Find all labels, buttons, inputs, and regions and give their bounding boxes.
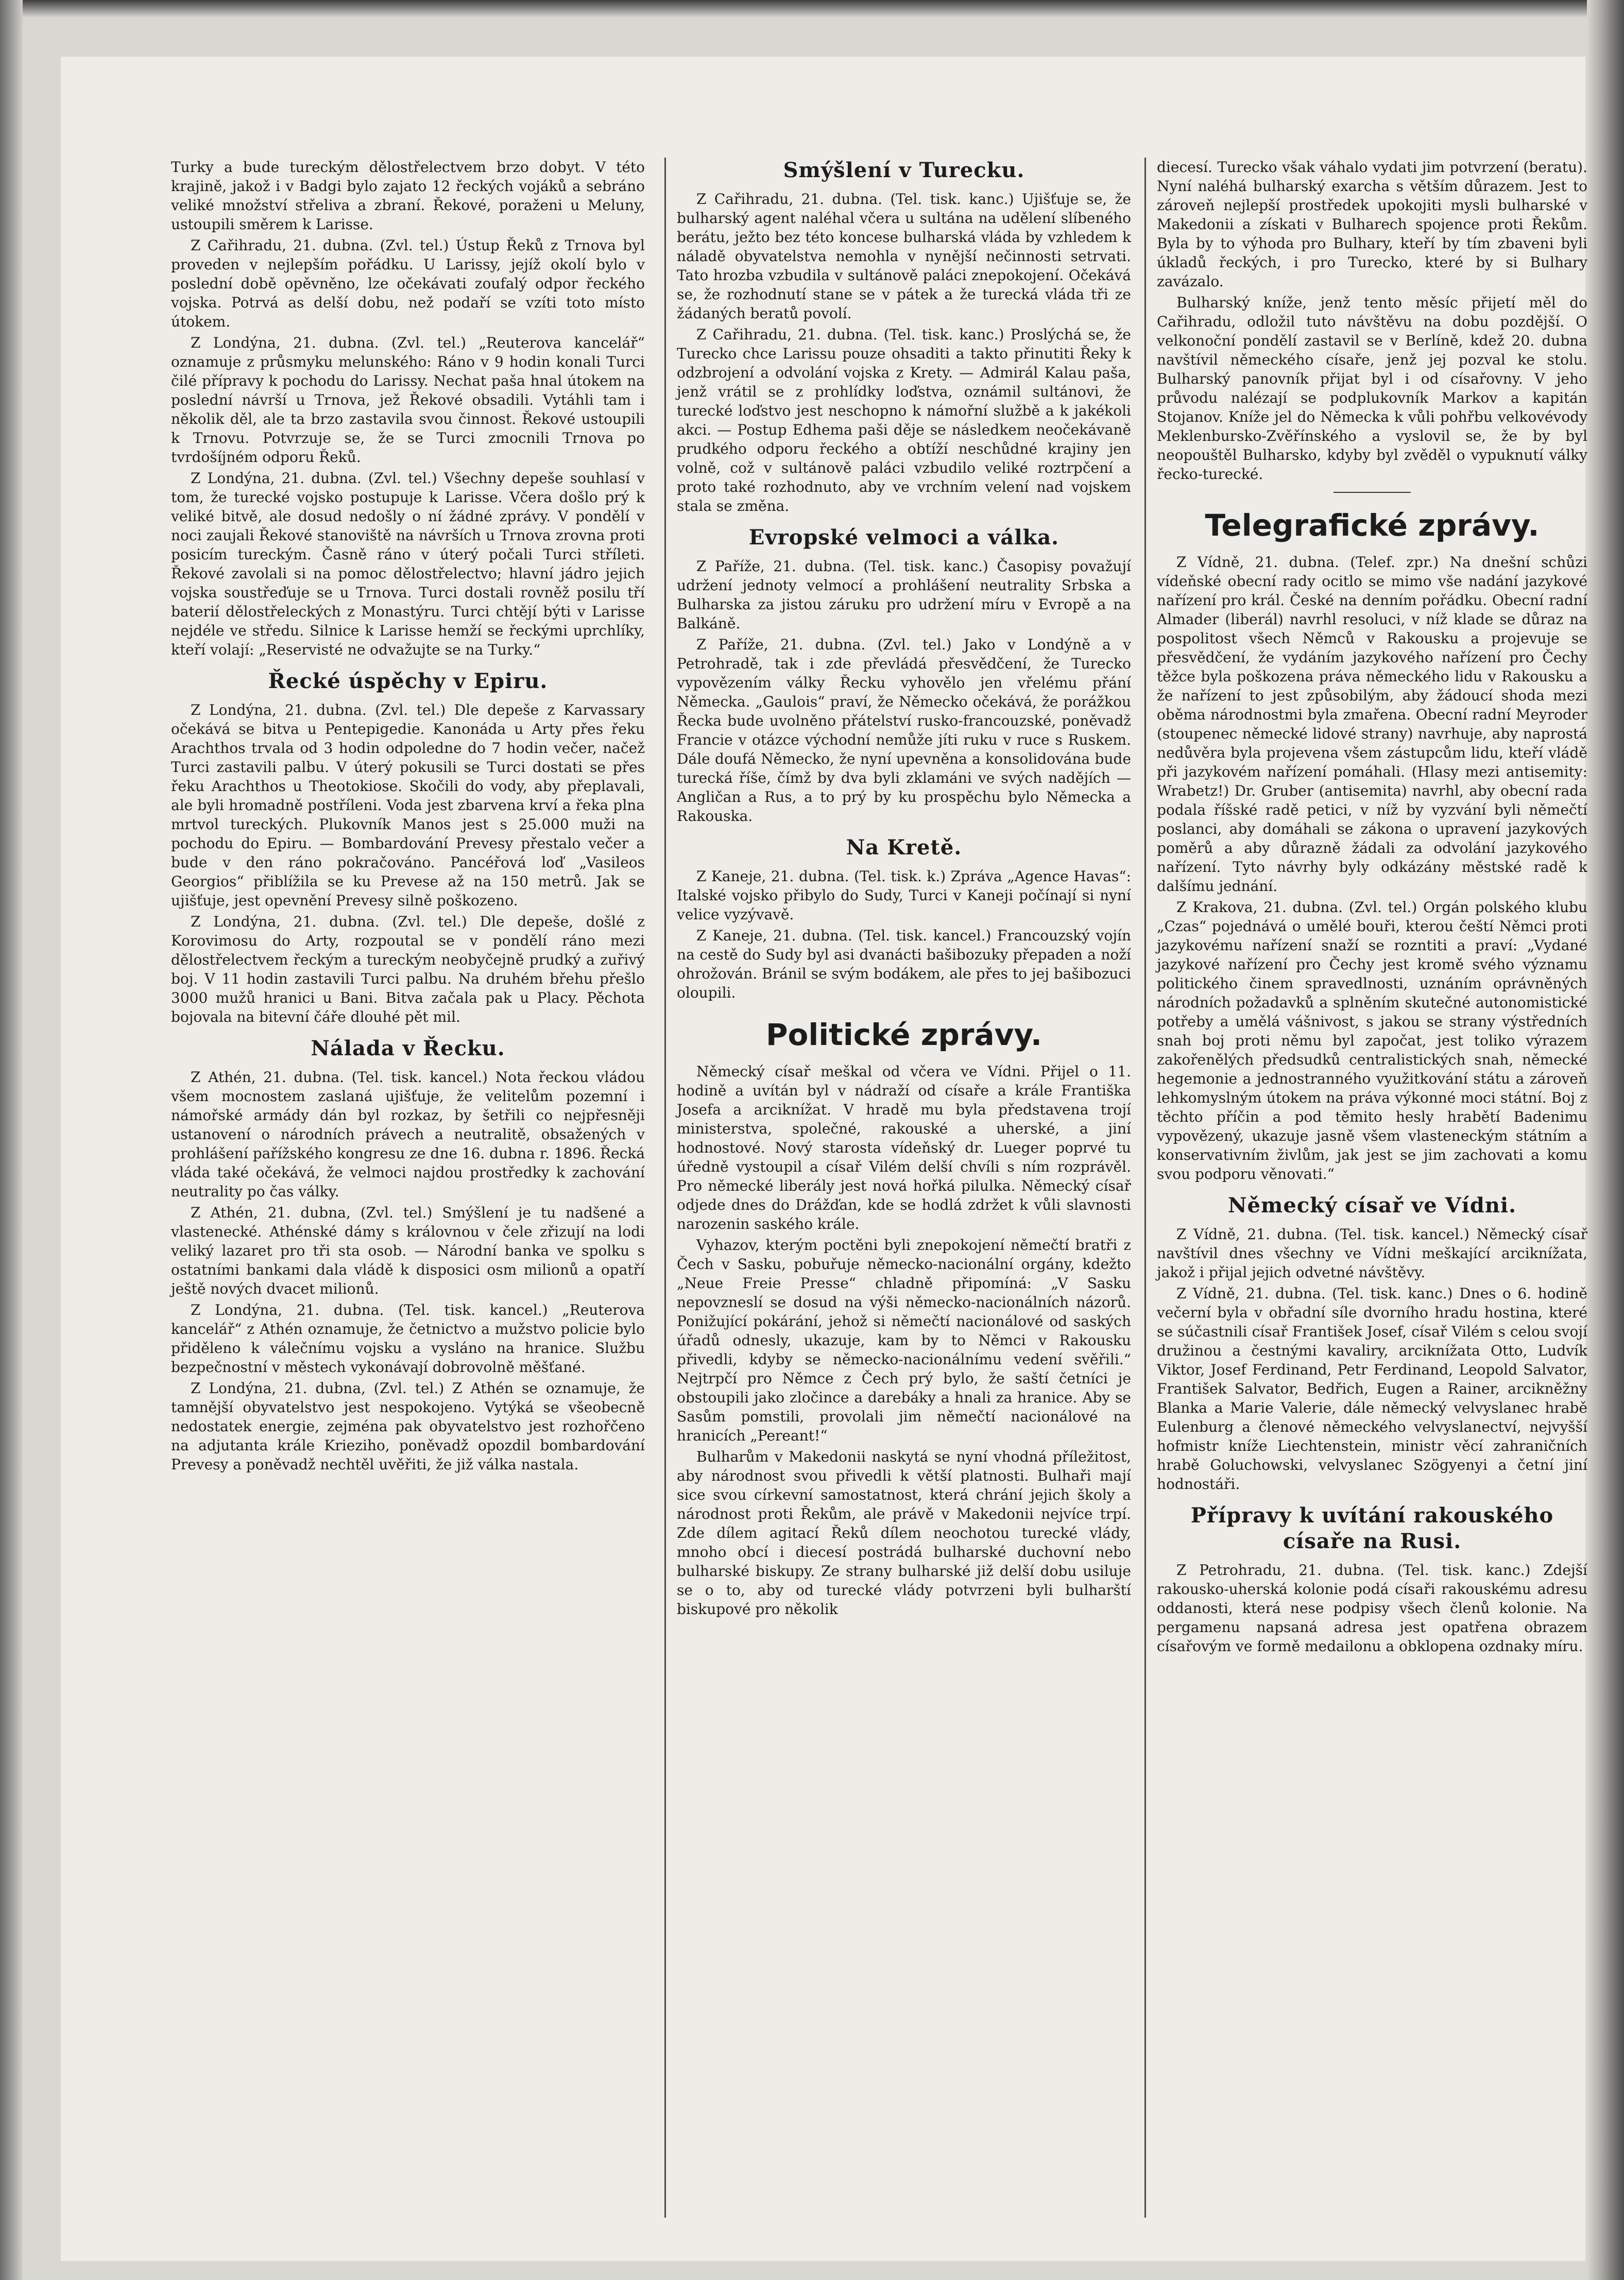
- article-paragraph: Z Cařihradu, 21. dubna. (Tel. tisk. kanc.) Ujišťuje se, že bulharský agent naléhal včera u sultána na udělení slíbeného berátu, ježto bez této koncese bulharská vláda by vzhledem k náladě obyvatelstva nemohla v nynější nečinnosti setrvati. Tato hrozba vzbudila v sultánově paláci znepokojení. Očekává se, že rozhodnutí stane se v pátek a že turecká vláda tři ze žádaných beratů povolí.: [677, 191, 1131, 322]
- article-paragraph: Z Athén, 21. dubna, (Zvl. tel.) Smýšlení je tu nadšené a vlastenecké. Athénské dámy s královnou v čele zřizují na lodi veliký lazaret pro tři sta osob. — Národní banka ve spolku s ostatními bankami dala vládě k disposici osm milionů a opatří ještě nových dvacet milionů.: [171, 1204, 645, 1297]
- article-paragraph: Z Paříže, 21. dubna. (Zvl. tel.) Jako v Londýně a v Petrohradě, tak i zde převládá přesvědčení, že Turecko vypovězením války Řecku vyhovělo jen vřelému přání Německa. „Gaulois“ praví, že Německo očekává, že porážkou Řecka bude uvolněno přátelství rusko-francouzské, poněvadž Francie v otázce východní nemůže jíti ruku v ruce s Ruskem. Dále doufá Německo, že nyní upevněna a konsolidována bude turecká říše, čímž by dva byli zklamáni ve svých nadějích — Angličan a Rus, a to prý by ku prospěchu bylo Německa a Rakouska.: [677, 636, 1131, 825]
- article-paragraph: Z Kaneje, 21. dubna. (Tel. tisk. k.) Zpráva „Agence Havas“: Italské vojsko přibylo do Sudy, Turci v Kaneji počínají si nyní velice vyzývavě.: [677, 868, 1131, 923]
- article-paragraph: Z Athén, 21. dubna. (Tel. tisk. kancel.) Nota řeckou vládou všem mocnostem zaslaná ujišťuje, že velitelům pozemní i námořské armády dán byl rozkaz, by šetřili co nejpřesněji ustanovení o národních právech a neutralitě, obsažených v prohlášení pařížského kongresu ze dne 16. dubna r. 1896. Řecká vláda také očekává, že velmoci najdou prostředky k zachování neutrality po čas války.: [171, 1069, 645, 1200]
- article-paragraph: Bulharský kníže, jenž tento měsíc přijetí měl do Cařihradu, odložil tuto návštěvu na dobu pozdější. O velkonoční pondělí zastavil se v Berlíně, kdež 20. dubna navštívil německého císaře, jenž jej pozval ke stolu. Bulharský panovník přijat byl i od císařovny. V jeho průvodu nalézají se podplukovník Markov a kapitán Stojanov. Kníže jel do Německa k vůli pohřbu velkovévody Meklenbursko-Zvěřínského a vyslovil se, že by byl neopouštěl Bulharsko, kdyby byl zvěděl o vypuknutí války řecko-turecké.: [1157, 294, 1587, 483]
- article-paragraph: Z Londýna, 21. dubna. (Zvl. tel.) Dle depeše z Karvassary očekává se bitva u Pentepigedie. Kanonáda u Arty přes řeku Arachthos trvala od 3 hodin odpoledne do 7 hodin večer, načež Turci zastavili palbu. V úterý pokusili se Turci dostati se přes řeku Arachthos u Theotokiose. Skočili do vody, aby přeplavali, ale byli hromadně postříleni. Voda jest zbarvena krví a řeka plna mrtvol tureckých. Plukovník Manos jest s 25.000 muži na pochodu do Epiru. — Bombardování Prevesy přestalo večer a bude v den ráno pokračováno. Pancéřová loď „Vasileos Georgios“ přiblížila se ku Prevese až na 150 metrů. Jak se ujišťuje, jest opevnění Prevesy silně poškozeno.: [171, 701, 645, 909]
- article-paragraph: Z Vídně, 21. dubna. (Telef. zpr.) Na dnešní schůzi vídeňské obecní rady ocitlo se mimo vše nadání jazykové nařízení pro král. České na denním pořádku. Obecní radní Almader (liberál) navrhl resoluci, v níž klade se důraz na pospolitost všech Němců v Rakousku a projevuje se přesvědčení, že vydáním jazykového nařízení pro Čechy těžce byla poškozena práva německého lidu v Rakousku a že nařízení to jest způsobilým, aby žádoucí shoda mezi oběma národnostmi byla zmařena. Obecní radní Meyroder (stoupenec německé lidové strany) navrhuje, aby naprostá nedůvěra byla projevena všem zástupcům lidu, kteří vládě při jazykovém nařízení pomáhali. (Hlasy mezi antisemity: Wrabetz!) Dr. Gruber (antisemita) navrhl, aby obecní rada podala říšské radě petici, v níž by vyzvání byli němečtí poslanci, aby domáhali se zákona o upravení jazykových poměrů a aby důrazně žádali za odvolání jazykového nařízení. Tyto návrhy byly odkázány městské radě k dalšímu jednání.: [1157, 554, 1587, 895]
- newspaper-page: [61, 57, 1585, 2261]
- section-heading: Na Kretě.: [846, 835, 962, 860]
- column-rule: [1144, 158, 1146, 2218]
- scan-edge-left: [0, 0, 23, 2280]
- article-paragraph: Z Londýna, 21. dubna, (Zvl. tel.) Z Athén se oznamuje, že tamnější obyvatelstvo jest nespokojeno. Vytýká se všeobecně nedostatek energie, zejména pak obyvatelstvo jest rozhořčeno na adjutanta krále Krieziho, poněvadž opozdil bombardování Prevesy a poněvadž nechtěl uvěřiti, že již válka nastala.: [171, 1380, 645, 1473]
- section-heading: Nálada v Řecku.: [311, 1036, 505, 1060]
- article-paragraph: Z Vídně, 21. dubna. (Tel. tisk. kanc.) Dnes o 6. hodině večerní byla v obřadní síle dvorního hradu hostina, které se súčastnili císař František Josef, císař Vilém s celou svojí družinou a čestnými kavaliry, arciknížata Otto, Ludvík Viktor, Josef Ferdinand, Petr Ferdinand, Leopold Salvator, František Salvator, Bedřich, Eugen a Rainer, arcikněžny Blanka a Marie Valerie, dále německý velvyslanec hrabě Eulenburg a členové německého velvyslanectví, nejvyšší hofmistr kníže Liechtenstein, ministr věcí zahraničních hrabě Goluchowski, velvyslanec Szögyenyi a četní jiní hodnostáři.: [1157, 1285, 1587, 1493]
- article-paragraph: Z Cařihradu, 21. dubna. (Tel. tisk. kanc.) Proslýchá se, že Turecko chce Larissu pouze ohsaditi a takto přinutiti Řeky k odzbrojení a odvolání vojska z Krety. — Admirál Kalau paša, jenž vrátil se z prohlídky loďstva, oznámil sultánovi, že turecké loďstvo jest neschopno k námořní službě a k jakékoli akci. — Postup Edhema paši děje se následkem neočekávaně prudkého odporu řeckého a obtíží neschůdné krajiny jen volně, což v sultánově paláci vzbudilo veliké roztrpčení a proto také rozhodnuto, aby ve vrchním velení nad vojskem stala se změna.: [677, 326, 1131, 515]
- article-paragraph: Z Cařihradu, 21. dubna. (Zvl. tel.) Ústup Řeků z Trnova byl proveden v nejlepším pořádku. U Larissy, jejíž okolí bylo v poslední době opěvněno, lze očekávati zoufalý odpor řeckého vojska. Potrvá as delší dobu, než podaří se vzíti toto místo útokem.: [171, 237, 645, 330]
- article-paragraph: Z Londýna, 21. dubna. (Tel. tisk. kancel.) „Reuterova kancelář“ z Athén oznamuje, že četnictvo a mužstvo policie bylo přiděleno k válečnímu vojsku a vysláno na hranice. Službu bezpečnostní v městech vykonávají dobrovolně měšťané.: [171, 1301, 645, 1376]
- scan-edge-right: [1587, 0, 1624, 2280]
- scan-edge-top: [0, 0, 1624, 18]
- column-2: [677, 158, 1131, 1621]
- article-paragraph: Z Krakova, 21. dubna. (Zvl. tel.) Orgán polského klubu „Czas“ pojednává o umělé bouři, kterou čeští Němci proti jazykovému nařízení snaží se rozntiti a praví: „Vydané jazykové nařízení pro Čechy jest kromě svého významu politického činem spravedlnosti, uznáním oprávněných národních požadavků a splněním skutečné autonomistické potřeby a umělá vášnivost, s jakou se strany výstředních snah boj proti němu byl započat, jest toliko výrazem zakořenělých předsudků centralistických snah, německé hegemonie a jednostranného využitkování státu a zároveň lehkomyslným útokem na práva výkonné moci státní. Boj z těchto příčin a pod těmito hesly hrabětí Badenimu vypovězený, ukazuje jasně všem vlasteneckým státním a konservativním živlům, jak jest se jim zachovati a komu svou podporu věnovati.“: [1157, 899, 1587, 1182]
- article-paragraph: Z Londýna, 21. dubna. (Zvl. tel.) Všechny depeše souhlasí v tom, že turecké vojsko postupuje k Larisse. Včera došlo prý k veliké bitvě, ale dosud nedošly o ní žádné zprávy. V pondělí v noci zaujali Řekové stanoviště na návrších u Trnova zrovna proti posicím tureckým. Časně ráno v úterý počali Turci stříleti. Řekové zavolali si na pomoc dělostřelectvo; hlavní jádro jejich vojska soustřeďuje se u Trnova. Turci dostali rovněž posilu tří baterií dělostřeleckých z Monastýru. Turci chtějí býti v Larisse nejdéle ve středu. Silnice k Larisse hemží se řeckými uprchlíky, kteří volají: „Reservisté ne odvažujte se na Turky.“: [171, 470, 645, 658]
- article-paragraph: diecesí. Turecko však váhalo vydati jim potvrzení (beratu). Nyní naléhá bulharský exarcha s větším důrazem. Jest to zároveň nejlepší prostředek upokojiti mysli bulharské v Makedonii a získati v Bulharech spojence proti Řekům. Byla by to výhoda pro Bulhary, kteří by tím zbaveni byli úkladů řeckých, i pro Turecko, které by si Bulhary zavázalo.: [1157, 159, 1587, 290]
- article-paragraph: Vyhazov, kterým poctěni byli znepokojení němečtí bratři z Čech v Sasku, pobuřuje německo-nacionální orgány, kdežto „Neue Freie Presse“ chladně připomíná: „V Sasku nepovzneslí se dosud na výši německo-nacionálních názorů. Ponižující pokárání, jehož si němečtí nacionálové od saských úřadů odnesly, ukazuje, kam by to Němci v Rakousku přivedli, kdyby se německo-nacionálnímu vedení svěřili.“ Nejtrpčí pro Němce z Čech prý bylo, že saští četníci je obstoupili jako zločince a darebáky a hnali za hranice. Aby se Sasům pomstili, provolali jim němečtí nacionálové na hranicích „Pereant!“: [677, 1237, 1131, 1444]
- section-heading: Smýšlení v Turecku.: [783, 158, 1025, 182]
- article-paragraph: Z Londýna, 21. dubna. (Zvl. tel.) Dle depeše, došlé z Korovimosu do Arty, rozpoutal se v pondělí ráno mezi dělostřelectvem řeckým a tureckým neobyčejně prudký a zuřivý boj. V 11 hodin zastavili Turci palbu. Na druhém břehu přešlo 3000 mužů hranici u Bani. Bitva začala pak u Placy. Pěchota bojovala na bitevní čáře dlouhé pět mil.: [171, 913, 645, 1025]
- section-heading: Německý císař ve Vídni.: [1227, 1193, 1517, 1218]
- article-paragraph: Německý císař meškal od včera ve Vídni. Přijel o 11. hodině a uvítán byl v nádraží od císaře a krále Františka Josefa a arciknížat. V hradě mu byla představena trojí ministerstva, společné, rakouské a uherské, a jiní hodnostové. Nový starosta vídeňský dr. Lueger poprvé tu úředně vystoupil a císař Vilém delší chvíli s ním rozprávěl. Pro německé liberály jest nová hořká pilulka. Německý císař odjede dnes do Drážďan, kde se hodlá zdržet k vůli slavnosti narozenin saského krále.: [677, 1063, 1131, 1232]
- section-heading: Přípravy k uvítání rakouského císaře na Rusi.: [1190, 1503, 1554, 1553]
- section-heading: Řecké úspěchy v Epiru.: [268, 669, 548, 693]
- article-paragraph: Z Vídně, 21. dubna. (Tel. tisk. kancel.) Německý císař navštívil dnes všechny ve Vídni meškající arciknížata, jakož i přijal jejich odvetné návštěvy.: [1157, 1226, 1587, 1281]
- column-3: [1157, 158, 1587, 1658]
- section-heading: Evropské velmoci a válka.: [748, 525, 1059, 550]
- major-heading: Politické zprávy.: [766, 1017, 1042, 1052]
- article-paragraph: Z Petrohradu, 21. dubna. (Tel. tisk. kanc.) Zdejší rakousko-uherská kolonie podá císaři rakouskému adresu oddanosti, která nese podpisy všech členů kolonie. Na pergamenu napsaná adresa jest opatřena obrazem císařovým ve formě medailonu a obklopena ozdnaky míru.: [1157, 1562, 1587, 1655]
- article-paragraph: Turky a bude tureckým dělostřelectvem brzo dobyt. V této krajině, jakož i v Badgi bylo zajato 12 řeckých vojáků a sebráno veliké množství střeliva a zbraní. Řekové, poraženi u Meluny, ustoupili směrem k Larisse.: [171, 159, 645, 233]
- article-paragraph: Bulharům v Makedonii naskytá se nyní vhodná příležitost, aby národnost svou přivedli k větší platnosti. Bulhaři mají sice svou církevní samostatnost, která chrání jejich školy a národnost proti Řekům, ale právě v Makedonii nejvíce trpí. Zde dílem agitací Řeků dílem neochotou turecké vlády, mnoho obcí i diecesí postrádá bulharské duchovní nebo bulharské biskupy. Ze strany bulharské již delší dobu usiluje se o to, aby od turecké vlády potvrzeni byli bulharští biskupové pro několik: [677, 1448, 1131, 1618]
- major-heading: Telegrafické zprávy.: [1205, 508, 1540, 543]
- article-paragraph: Z Paříže, 21. dubna. (Tel. tisk. kanc.) Časopisy považují udržení jednoty velmocí a prohlášení neutrality Srbska a Bulharska za jistou záruku pro udržení míru v Evropě a na Balkáně.: [677, 558, 1131, 632]
- column-1: [171, 158, 645, 1476]
- column-rule: [664, 158, 666, 2218]
- article-paragraph: Z Kaneje, 21. dubna. (Tel. tisk. kancel.) Francouzský vojín na cestě do Sudy byl asi dvanácti bašibozuky přepaden a noží ohrožován. Bránil se svým bodákem, ale přes to jej bašibozuci oloupili.: [677, 927, 1131, 1001]
- article-paragraph: Z Londýna, 21. dubna. (Zvl. tel.) „Reuterova kancelář“ oznamuje z průsmyku melunského: Ráno v 9 hodin konali Turci čilé přípravy k pochodu do Larissy. Nechat paša hnal útokem na poslední návrší u Trnova, jež Řekové obsadili. Vytáhli tam i několik děl, ale ta brzo zastavila svou činnost. Řekové ustoupili k Trnovu. Potvrzuje se, že se Turci zmocnili Trnova po tvrdošíjném odporu Řeků.: [171, 334, 645, 466]
- separator: [1334, 492, 1411, 493]
